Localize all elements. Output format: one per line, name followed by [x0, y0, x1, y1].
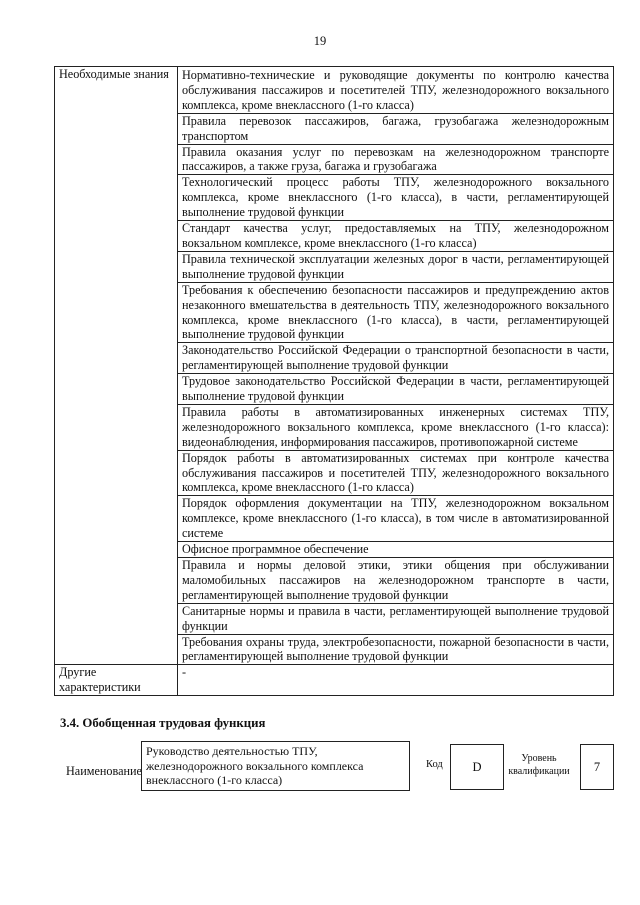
knowledge-item: Санитарные нормы и правила в части, регламентирующей выполнение трудовой функции: [178, 603, 614, 634]
knowledge-item: Требования к обеспечению безопасности пассажиров и предупреждению актов незаконного вмешательства в деятельность ТПУ, железнодорожного вокзального комплекса, кроме внеклассного (1-го класса), в части, регламентирующей выполнение трудовой функции: [178, 282, 614, 343]
knowledge-item: Нормативно-технические и руководящие документы по контролю качества обслуживания пассажиров и посетителей ТПУ, железнодорожного вокзального комплекса, кроме внеклассного (1-го класса): [178, 67, 614, 114]
other-characteristics-label: Другие характеристики: [55, 665, 178, 696]
qualification-level-label: Уровень квалификации: [508, 753, 570, 777]
code-box: D: [450, 744, 504, 790]
knowledge-item: Стандарт качества услуг, предоставляемых на ТПУ, железнодорожном вокзальном комплексе, кроме внеклассного (1-го класса): [178, 221, 614, 252]
required-knowledge-label: Необходимые знания: [55, 67, 178, 665]
knowledge-item: Порядок работы в автоматизированных системах при контроле качества обслуживания пассажиров и посетителей ТПУ, железнодорожного вокзального комплекса, кроме внеклассного (1-го класса): [178, 450, 614, 496]
knowledge-item: Трудовое законодательство Российской Федерации в части, регламентирующей выполнение трудовой функции: [178, 374, 614, 405]
table-row: [55, 665, 614, 696]
knowledge-item: Правила перевозок пассажиров, багажа, грузобагажа железнодорожным транспортом: [178, 113, 614, 144]
knowledge-item: Технологический процесс работы ТПУ, железнодорожного вокзального комплекса, кроме внеклассного (1-го класса), в части, регламентирующей выполнение трудовой функции: [178, 175, 614, 221]
page-number: 19: [313, 34, 327, 48]
table-row: [55, 67, 614, 114]
section-title: 3.4. Обобщенная трудовая функция: [60, 716, 266, 730]
knowledge-item: Требования охраны труда, электробезопасности, пожарной безопасности в части, регламентирующей выполнение трудовой функции: [178, 634, 614, 665]
qualification-level-box: 7: [580, 744, 614, 790]
knowledge-item: Правила и нормы деловой этики, этики общения при обслуживании маломобильных пассажиров на железнодорожном транспорте в части, регламентирующей выполнение трудовой функции: [178, 558, 614, 604]
code-label: Код: [426, 759, 443, 770]
knowledge-item: Законодательство Российской Федерации о транспортной безопасности в части, регламентирующей выполнение трудовой функции: [178, 343, 614, 374]
knowledge-item: Офисное программное обеспечение: [178, 542, 614, 558]
other-characteristics-value: -: [178, 665, 614, 696]
name-label: Наименование: [66, 764, 142, 778]
knowledge-item: Порядок оформления документации на ТПУ, железнодорожном вокзальном комплексе, кроме внеклассного (1-го класса), в том числе в автоматизированной системе: [178, 496, 614, 542]
knowledge-item: Правила работы в автоматизированных инженерных системах ТПУ, железнодорожного вокзального комплекса, кроме внеклассного (1-го класса): видеонаблюдения, информирования пассажиров, противопожарной системе: [178, 404, 614, 450]
knowledge-item: Правила технической эксплуатации железных дорог в части, регламентирующей выполнение трудовой функции: [178, 251, 614, 282]
knowledge-table: [54, 66, 614, 696]
function-name-box: Руководство деятельностью ТПУ, железнодорожного вокзального комплекса внеклассного (1-го класса): [141, 741, 410, 791]
knowledge-item: Правила оказания услуг по перевозкам на железнодорожном транспорте пассажиров, а также груза, багажа и грузобагажа: [178, 144, 614, 175]
